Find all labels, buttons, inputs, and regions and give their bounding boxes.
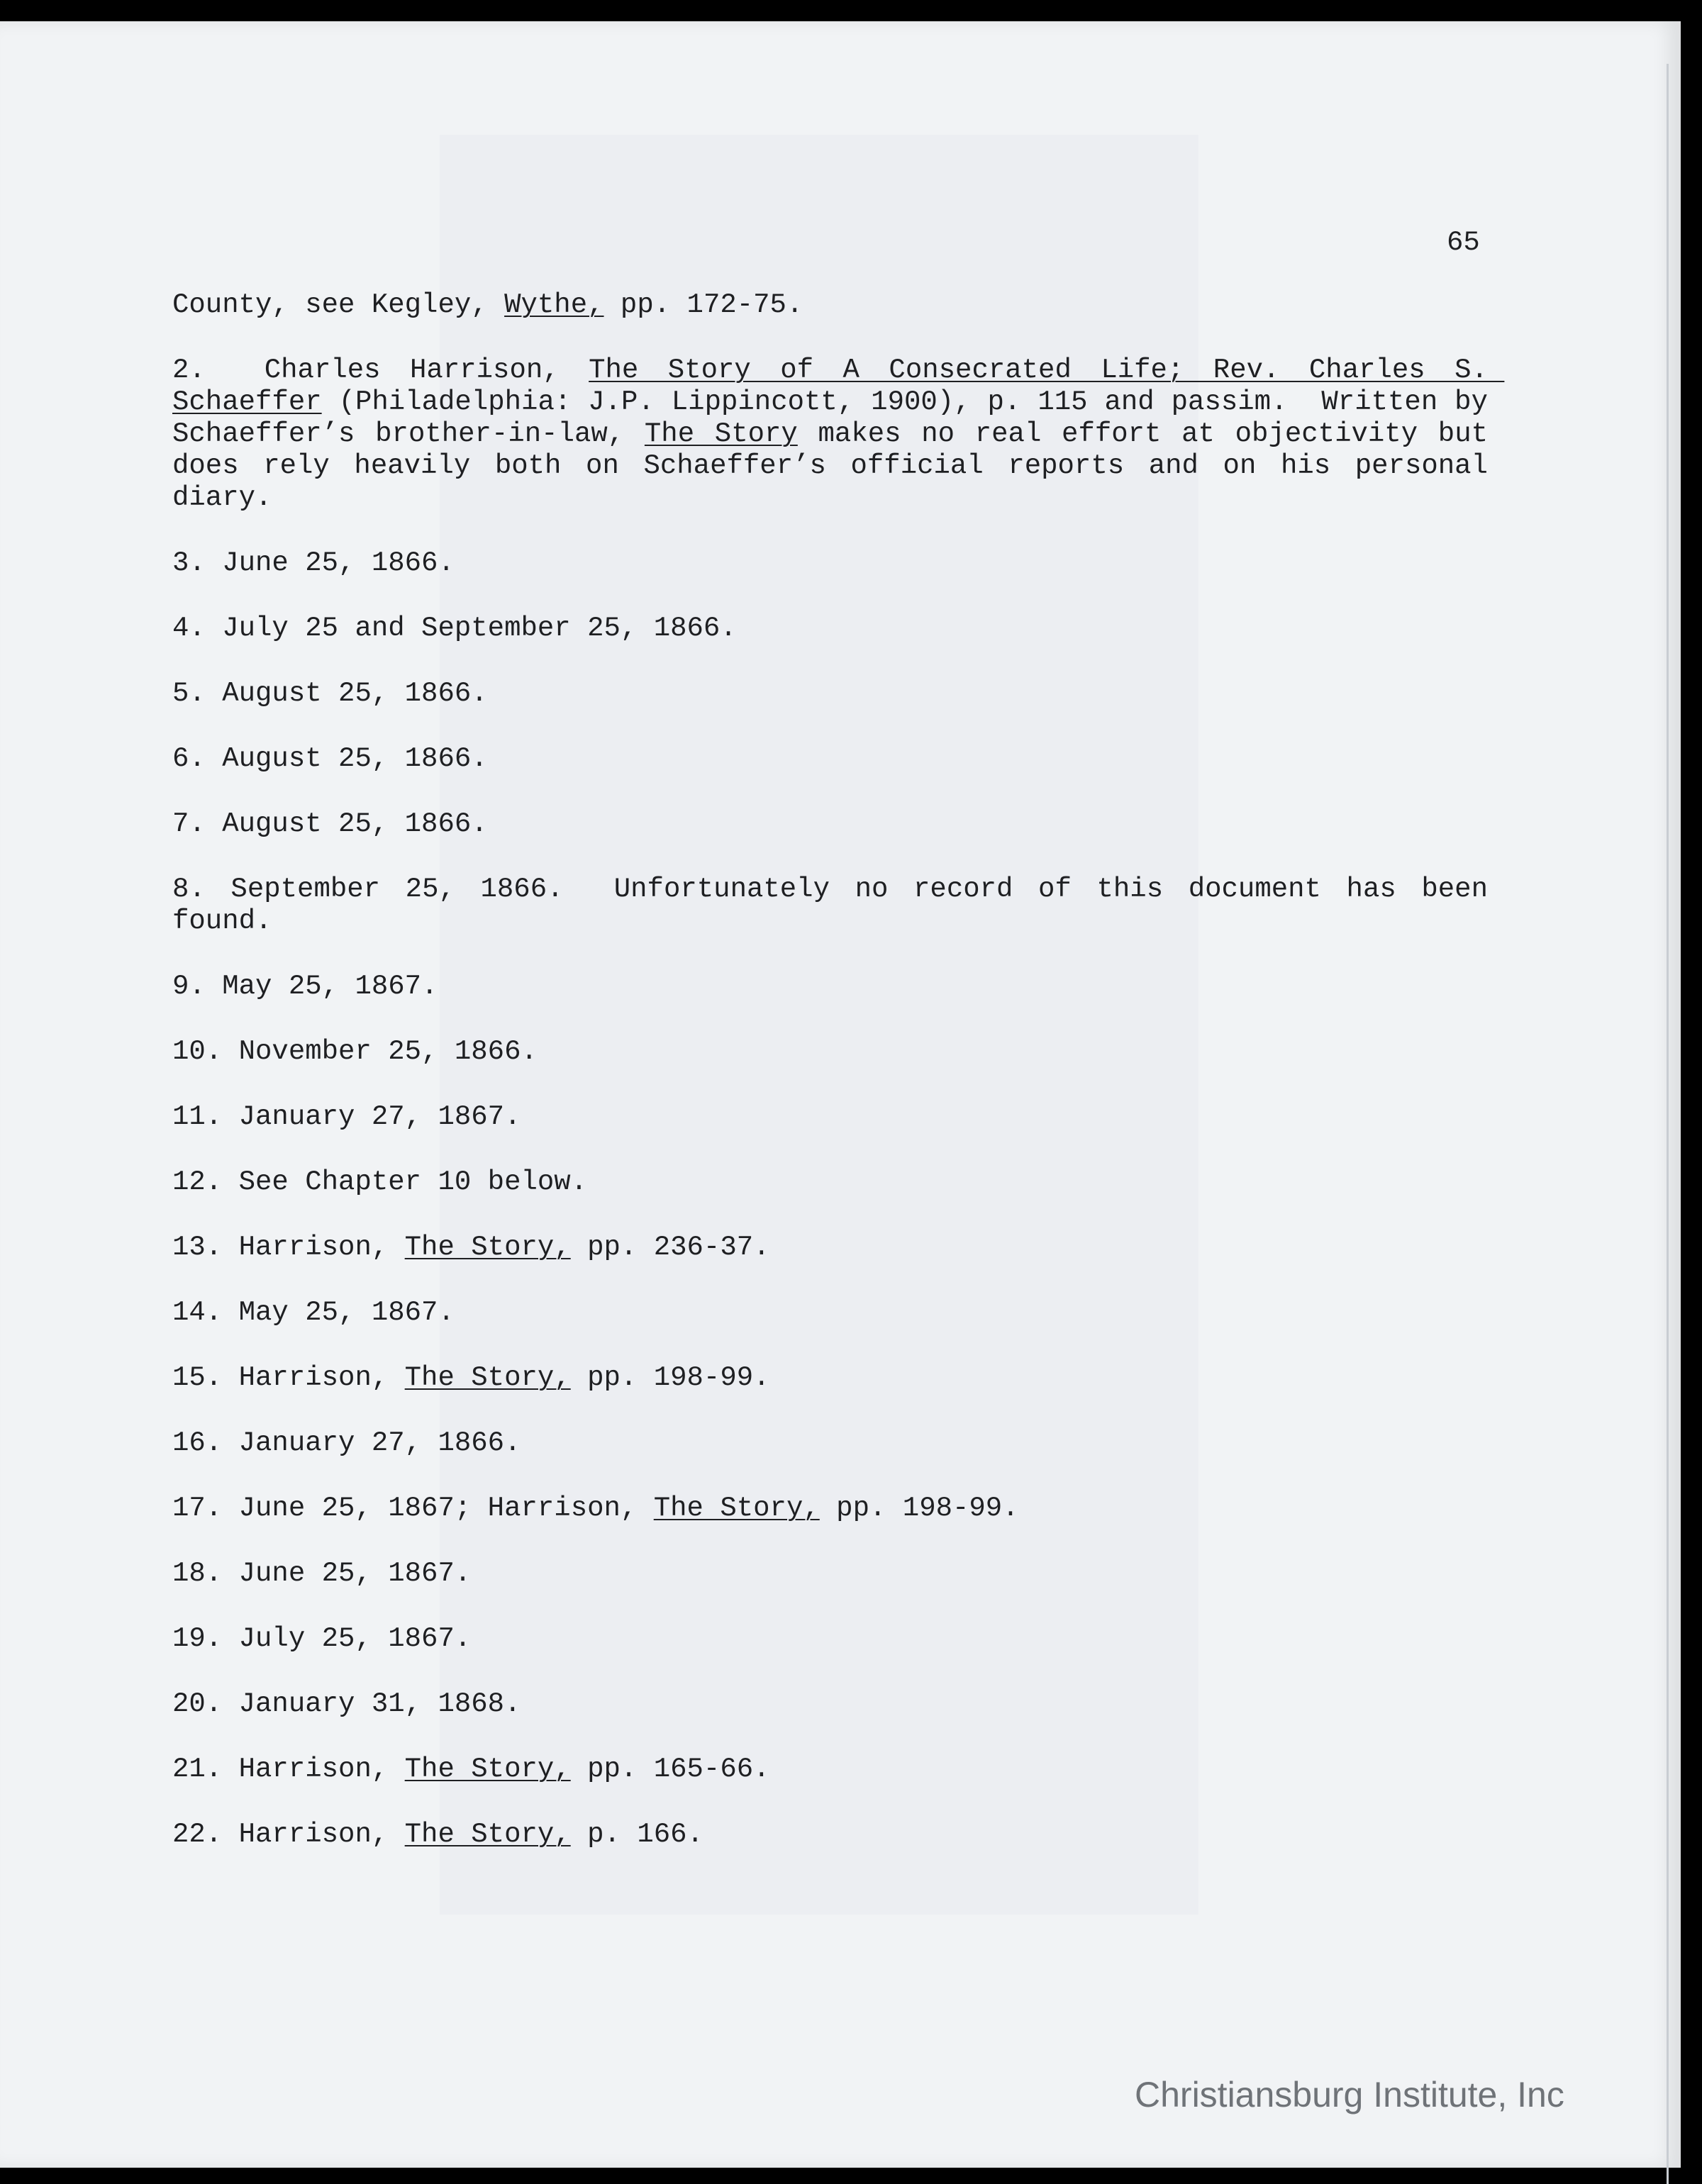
document-page bbox=[0, 21, 1681, 2168]
page-edge bbox=[1667, 64, 1669, 2184]
endnote-5: 5. August 25, 1866. bbox=[172, 678, 488, 709]
watermark: Christiansburg Institute, Inc bbox=[1135, 2075, 1564, 2115]
endnote-17: 17. June 25, 1867; Harrison, The Story, pp. 198-99. bbox=[172, 1493, 1019, 1524]
endnote-13: 13. Harrison, The Story, pp. 236-37. bbox=[172, 1232, 770, 1263]
endnote-6: 6. August 25, 1866. bbox=[172, 743, 488, 774]
endnote-18: 18. June 25, 1867. bbox=[172, 1558, 472, 1589]
endnote-14: 14. May 25, 1867. bbox=[172, 1297, 455, 1328]
endnote-15: 15. Harrison, The Story, pp. 198-99. bbox=[172, 1362, 770, 1393]
endnote-8: 8. September 25, 1866. Unfortunately no record of this document has been found. bbox=[172, 874, 1505, 937]
endnote-3: 3. June 25, 1866. bbox=[172, 547, 455, 579]
endnote-16: 16. January 27, 1866. bbox=[172, 1427, 521, 1459]
endnote-7: 7. August 25, 1866. bbox=[172, 808, 488, 840]
endnote-22: 22. Harrison, The Story, p. 166. bbox=[172, 1819, 703, 1850]
endnote-1-continued: County, see Kegley, Wythe, pp. 172-75. bbox=[172, 289, 803, 321]
endnote-9: 9. May 25, 1867. bbox=[172, 971, 438, 1002]
endnote-19: 19. July 25, 1867. bbox=[172, 1623, 472, 1654]
endnote-4: 4. July 25 and September 25, 1866. bbox=[172, 613, 737, 644]
endnotes-list bbox=[172, 289, 1505, 1884]
endnote-21: 21. Harrison, The Story, pp. 165-66. bbox=[172, 1754, 770, 1785]
endnote-12: 12. See Chapter 10 below. bbox=[172, 1166, 588, 1198]
page-number: 65 bbox=[1447, 227, 1480, 258]
endnote-2: 2. Charles Harrison, The Story of A Consecrated Life; Rev. Charles S. Schaeffer (Philadelphia: J.P. Lippincott, 1900), p. 115 and passim. Written by Schaeffer’s brother-in-law, The Story makes no real effort at objectivity but does rely heavily both on Schaeffer’s official reports and on his personal diary. bbox=[172, 355, 1505, 513]
endnote-10: 10. November 25, 1866. bbox=[172, 1036, 538, 1067]
endnote-20: 20. January 31, 1868. bbox=[172, 1688, 521, 1720]
endnote-11: 11. January 27, 1867. bbox=[172, 1101, 521, 1132]
